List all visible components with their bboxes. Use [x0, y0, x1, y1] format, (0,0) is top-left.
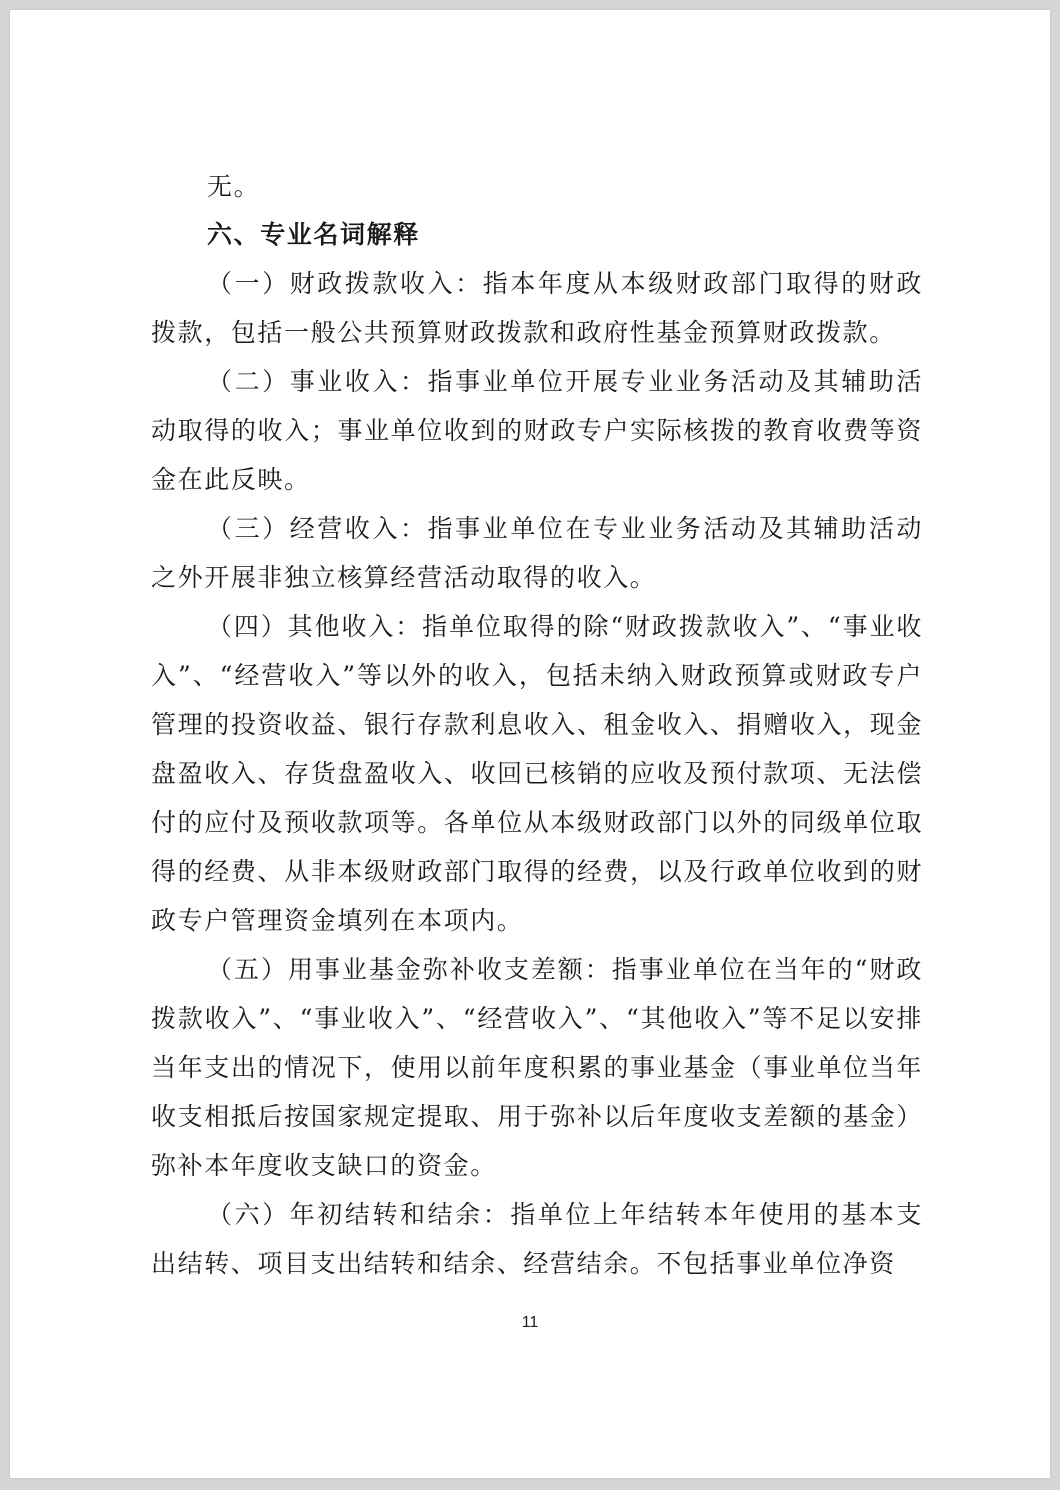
- page-number: 11: [521, 1314, 539, 1331]
- page-body: [151, 162, 923, 1288]
- paragraph-business-fund-compensation: （五）用事业基金弥补收支差额：指事业单位在当年的“财政拨款收入”、“事业收入”、“经营收入”、“其他收入”等不足以安排当年支出的情况下，使用以前年度积累的事业基金（事业单位当年收支相抵后按国家规定提取、用于弥补以后年度收支差额的基金）弥补本年度收支缺口的资金。: [151, 955, 923, 1180]
- paragraph-operating-income: （三）经营收入：指事业单位在专业业务活动及其辅助活动之外开展非独立核算经营活动取得的收入。: [151, 514, 923, 592]
- paragraph-carryover-and-balance: （六）年初结转和结余：指单位上年结转本年使用的基本支出结转、项目支出结转和结余、经营结余。不包括事业单位净资: [151, 1200, 923, 1278]
- paragraph-other-income: （四）其他收入：指单位取得的除“财政拨款收入”、“事业收入”、“经营收入”等以外的收入，包括未纳入财政预算或财政专户管理的投资收益、银行存款利息收入、租金收入、捐赠收入，现金盘盈收入、存货盘盈收入、收回已核销的应收及预付款项、无法偿付的应付及预收款项等。各单位从本级财政部门以外的同级单位取得的经费、从非本级财政部门取得的经费，以及行政单位收到的财政专户管理资金填列在本项内。: [151, 612, 923, 935]
- paragraph-none: 无。: [207, 172, 261, 201]
- document-page: [10, 10, 1050, 1478]
- paragraph-fiscal-appropriation-income: （一）财政拨款收入：指本年度从本级财政部门取得的财政拨款，包括一般公共预算财政拨款和政府性基金预算财政拨款。: [151, 269, 923, 347]
- section-heading: 六、专业名词解释: [207, 220, 420, 249]
- paragraph-business-income: （二）事业收入：指事业单位开展专业业务活动及其辅助活动取得的收入；事业单位收到的财政专户实际核拨的教育收费等资金在此反映。: [151, 367, 923, 494]
